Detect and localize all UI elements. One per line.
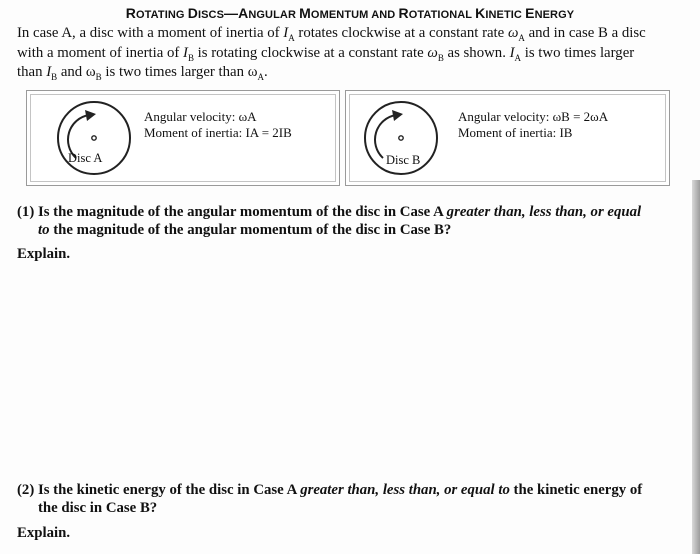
intro-paragraph: In case A, a disc with a moment of inertia of $I_A$ rotates clockwise at a constant rate $\omega_A$ and in case B a disc with a moment of inertia of $I_B$ is rotating clockwise at a constant rate $\omega_B$ as shown. $I_A$ is two times larger than $I_B$ and $\omega_B$ is two times larger than $\omega_A$.	[17, 25, 646, 82]
question-1: (1) Is the magnitude of the angular momentum of the disc in Case A greater than, less than, or equal to the magnitude of the angular momentum of the disc in Case B?	[17, 204, 642, 238]
explain-1-label: Explain.	[17, 246, 71, 262]
case-a-panel	[26, 90, 340, 186]
disc-b-diagram	[356, 94, 446, 184]
disc-a-diagram	[49, 94, 139, 184]
explain-2-label: Explain.	[17, 525, 71, 541]
disc-b-info	[458, 109, 608, 141]
disc-b-label: Disc B	[386, 153, 421, 167]
angular-velocity-label: Angular velocity:	[458, 109, 553, 124]
angular-velocity-value: ωB = 2ωA	[552, 109, 609, 124]
angular-velocity-value: ωA	[238, 109, 257, 124]
disc-a-info	[144, 109, 292, 141]
page-edge-shadow	[692, 180, 700, 554]
page-title: ROTATING DISCS—ANGULAR MOMENTUM AND ROTATIONAL KINETIC ENERGY	[125, 5, 575, 21]
moment-of-inertia-value: IB	[559, 125, 573, 140]
moment-of-inertia-label: Moment of inertia:	[458, 125, 560, 140]
moment-of-inertia-value: IA = 2IB	[245, 125, 292, 140]
disc-a-label: Disc A	[68, 151, 103, 165]
case-b-panel	[345, 90, 670, 186]
question-2: (2) Is the kinetic energy of the disc in Case A greater than, less than, or equal to the kinetic energy of the disc in Case B?	[17, 482, 643, 516]
moment-of-inertia-label: Moment of inertia:	[144, 125, 246, 140]
angular-velocity-label: Angular velocity:	[144, 109, 239, 124]
